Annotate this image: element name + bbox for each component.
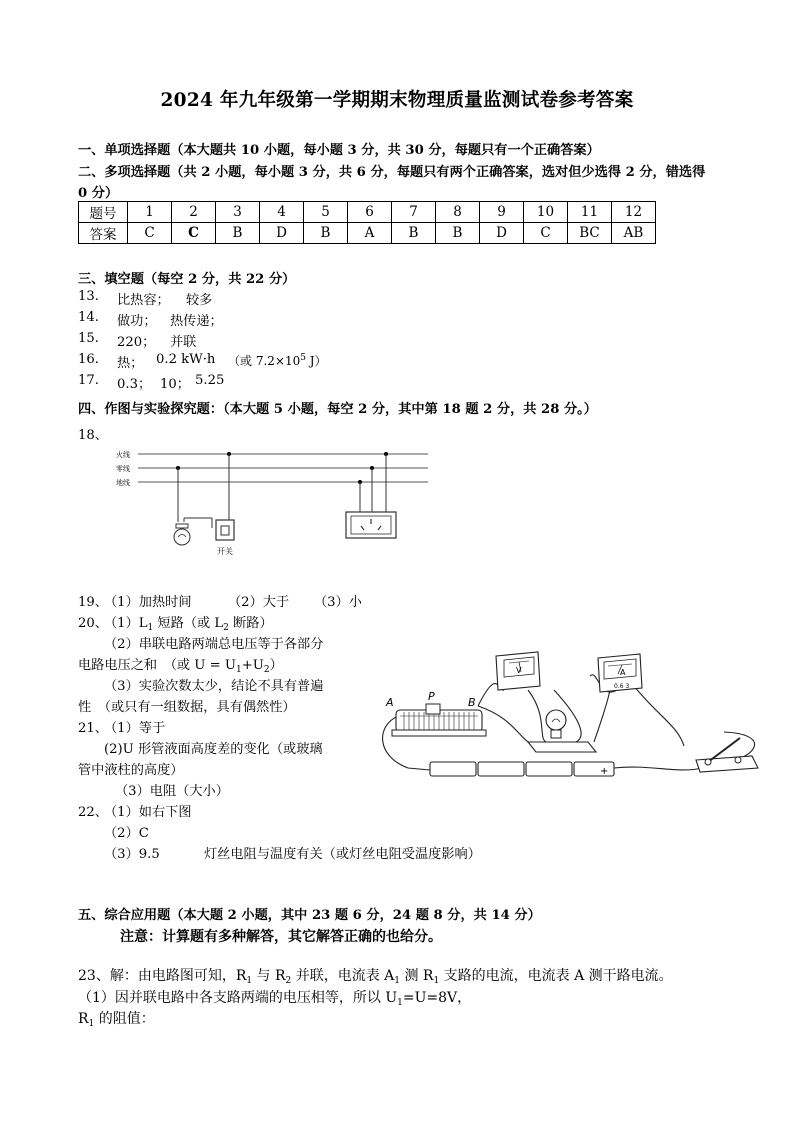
q19-part-2: （2）大于: [228, 595, 290, 610]
table-cell: D: [260, 223, 304, 244]
q13-answer-b: 较多: [186, 293, 213, 308]
q21-number: 21、: [78, 721, 108, 736]
q16-answer-c: （或 $7.2\times 10^5$ J）: [228, 353, 327, 368]
ammeter-label: A: [620, 668, 626, 677]
table-cell: 4: [260, 202, 304, 223]
battery-pack-icon: [430, 762, 614, 776]
q18-number: 18、: [78, 428, 108, 443]
q22-line-3b: 灯丝电阻与温度有关（或灯丝电阻受温度影响）: [204, 847, 481, 862]
q21-line-2: (2)U 形管液面高度差的变化（或玻璃: [104, 742, 323, 757]
q23-line-2: （1）因并联电路中各支路两端的电压相等，所以 $U_1=U=8V$，: [78, 990, 472, 1008]
table-cell: 10: [524, 202, 568, 223]
page-title: 2024 年九年级第一学期期末物理质量监测试卷参考答案: [160, 90, 634, 111]
table-cell: AB: [612, 223, 656, 244]
terminal-b-label: B: [468, 696, 476, 709]
q23-line-1: 23、解：由电路图可知，$R_1$ 与 $R_2$ 并联，电流表 $A_1$ 测 $R_1$ 支路的电流，电流表 A 测干路电流。: [78, 968, 673, 986]
table-cell: A: [348, 223, 392, 244]
q13-number: 13.: [78, 289, 99, 304]
q14-answer-a: 做功；: [117, 314, 157, 329]
table-cell: 11: [568, 202, 612, 223]
table-cell: 9: [480, 202, 524, 223]
q15-answer-a: 220；: [117, 335, 156, 350]
q18-wiring-diagram: [110, 446, 440, 564]
table-cell: 6: [348, 202, 392, 223]
answer-row: [79, 223, 656, 244]
table-cell: C: [524, 223, 568, 244]
q15-number: 15.: [78, 331, 99, 346]
table-cell: 7: [392, 202, 436, 223]
ground-wire-label: 地线: [116, 479, 130, 487]
battery-plus-label: +: [600, 766, 609, 777]
q16-answer-a: 热；: [117, 356, 144, 371]
terminal-a-label: A: [386, 696, 394, 709]
q22-line-1: （1）如右下图: [104, 805, 192, 820]
neutral-wire-label: 零线: [116, 465, 130, 473]
table-header-cell: 题号: [79, 202, 128, 223]
table-cell: 1: [128, 202, 172, 223]
q15-answer-b: 并联: [170, 335, 197, 350]
q21-line-3: 管中液柱的高度）: [78, 763, 184, 778]
q16-answer-b: 0.2 kW·h: [156, 352, 216, 367]
table-header-cell: 答案: [79, 223, 128, 244]
section-3-heading: 三、填空题（每空 2 分，共 22 分）: [78, 272, 296, 287]
table-cell: B: [436, 223, 480, 244]
table-cell: C: [128, 223, 172, 244]
table-cell: B: [304, 223, 348, 244]
q22-line-2: （2）C: [104, 826, 149, 841]
table-cell: 8: [436, 202, 480, 223]
knife-switch-icon: [696, 738, 758, 772]
table-cell: 3: [216, 202, 260, 223]
q17-answer-b: 10；: [160, 377, 190, 392]
q20-line-3: 电路电压之和 （或 $U = U_1+U_2$）: [78, 658, 283, 675]
q22-line-3a: （3）9.5: [104, 847, 160, 862]
q19-number: 19、: [78, 595, 108, 610]
table-cell: 5: [304, 202, 348, 223]
table-cell: B: [216, 223, 260, 244]
question-number-row: [79, 202, 656, 223]
q17-answer-c: 5.25: [195, 373, 225, 388]
q14-number: 14.: [78, 310, 99, 325]
q21-line-1: （1）等于: [104, 721, 166, 736]
voltmeter-label: V: [516, 666, 522, 675]
q16-number: 16.: [78, 352, 99, 367]
q19-part-3: （3）小: [314, 595, 362, 610]
section-1-heading: 一、单项选择题（本大题共 10 小题，每小题 3 分，共 30 分，每题只有一个正确答案）: [78, 143, 600, 158]
experiment-circuit-illustration: [378, 646, 778, 794]
table-cell: B: [392, 223, 436, 244]
socket-icon: [346, 512, 396, 538]
q20-line-5: 性 （或只有一组数据，具有偶然性）: [78, 700, 296, 715]
q14-answer-b: 热传递；: [170, 314, 223, 329]
q20-line-2: （2）串联电路两端总电压等于各部分: [104, 637, 324, 652]
section-5-heading: 五、综合应用题（本大题 2 小题，其中 23 题 6 分，24 题 8 分，共 14 分）: [78, 908, 541, 923]
q21-line-4: （3）电阻（大小）: [115, 784, 229, 799]
q17-number: 17.: [78, 373, 99, 388]
q17-answer-a: 0.3；: [117, 377, 152, 392]
slider-p-label: P: [428, 690, 435, 703]
grading-note: 注意：计算题有多种解答，其它解答正确的也给分。: [120, 929, 442, 945]
table-cell: C: [172, 223, 216, 244]
q19-part-1: （1）加热时间: [104, 595, 192, 610]
answer-table: [78, 201, 656, 244]
q13-answer-a: 比热容；: [117, 293, 170, 308]
switch-icon: [216, 520, 234, 540]
table-cell: D: [480, 223, 524, 244]
switch-label: 开关: [217, 547, 233, 556]
table-cell: 12: [612, 202, 656, 223]
bulb-icon: [174, 524, 190, 545]
q20-line-4: （3）实验次数太少，结论不具有普遍: [104, 679, 324, 694]
q23-line-3: $R_1$ 的阻值：: [78, 1011, 155, 1029]
ammeter-scale-label: 0.6 3: [614, 683, 630, 690]
q20-line-1: $(1)L_1$ 短路（或 $L_2$ 断路）: [104, 616, 273, 633]
section-2-heading-cont: 0 分）: [78, 186, 119, 201]
q22-number: 22、: [78, 805, 108, 820]
table-cell: BC: [568, 223, 612, 244]
fire-wire-label: 火线: [116, 451, 130, 459]
section-2-heading: 二、多项选择题（共 2 小题，每小题 3 分，共 6 分，每题只有两个正确答案，选对但少选得 2 分，错选得: [78, 165, 706, 180]
section-4-heading: 四、作图与实验探究题：（本大题 5 小题，每空 2 分，其中第 18 题 2 分，共 28 分。）: [78, 402, 597, 417]
table-cell: 2: [172, 202, 216, 223]
lamp-icon: [528, 710, 596, 752]
q20-number: 20、: [78, 616, 108, 631]
